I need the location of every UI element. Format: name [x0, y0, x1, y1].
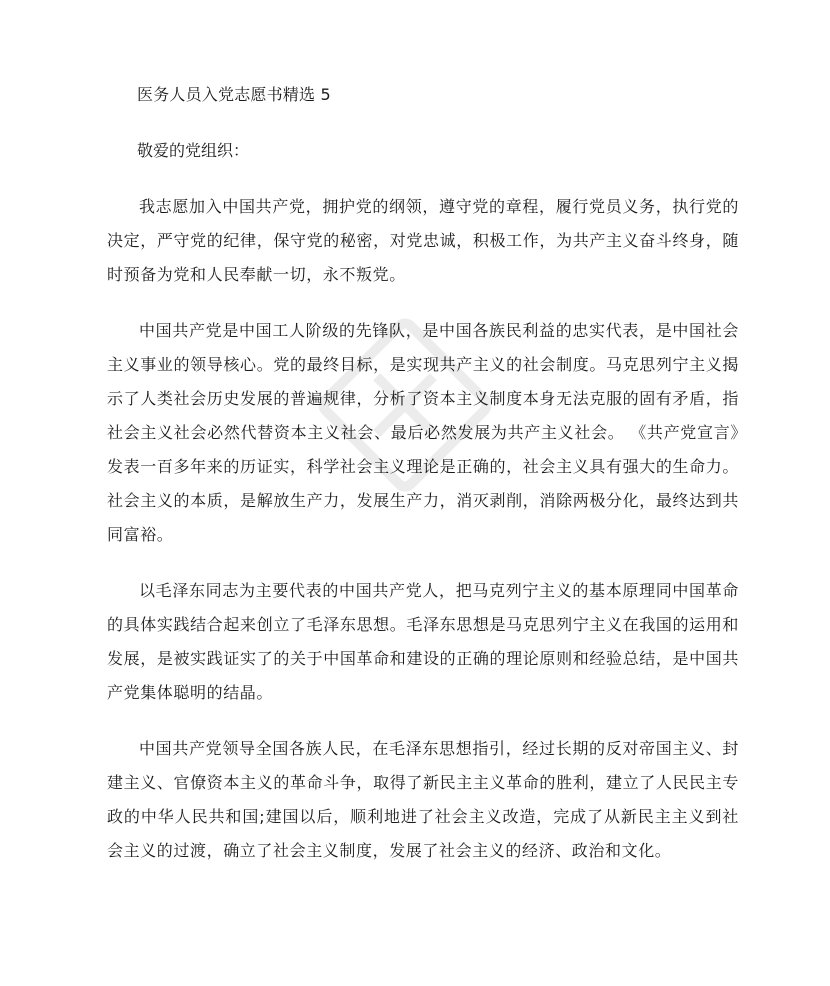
document-title: 医务人员入党志愿书精选 5	[137, 85, 331, 104]
paragraph-revolution-history: 中国共产党领导全国各族人民，在毛泽东思想指引，经过长期的反对帝国主义、封建主义、官僚资本主义的革命斗争，取得了新民主主义革命的胜利，建立了人民民主专政的中华人民共和国;建国以后，顺利地进了社会主义改造，完成了从新民主主义到社会主义的过渡，确立了社会主义制度，发展了社会主义的经济、政治和文化。	[107, 739, 739, 860]
document-page	[107, 78, 739, 890]
paragraph-party-nature: 中国共产党是中国工人阶级的先锋队，是中国各族民利益的忠实代表，是中国社会主义事业的领导核心。党的最终目标，是实现共产主义的社会制度。马克思列宁主义揭示了人类社会历史发展的普遍规律，分析了资本主义制度本身无法克服的固有矛盾，指社会主义社会必然代替资本主义社会、最后必然发展为共产主义社会。 《共产党宣言》发表一百多年来的历证实，科学社会主义理论是正确的，社会主义具有强大的生命力。社会主义的本质，是解放生产力，发展生产力，消灭剥削，消除两极分化，最终达到共同富裕。	[107, 321, 739, 544]
salutation: 敬爱的党组织：	[137, 141, 250, 160]
paragraph-mao-thought: 以毛泽东同志为主要代表的中国共产党人，把马克列宁主义的基本原理同中国革命的具体实践结合起来创立了毛泽东思想。毛泽东思想是马克思列宁主义在我国的运用和发展，是被实践证实了的关于中国革命和建设的正确的理论原则和经验总结，是中国共产党集体聪明的结晶。	[107, 581, 739, 702]
paragraph-pledge: 我志愿加入中国共产党，拥护党的纲领，遵守党的章程，履行党员义务，执行党的决定，严守党的纪律，保守党的秘密，对党忠诚，积极工作，为共产主义奋斗终身，随时预备为党和人民奉献一切，永不叛党。	[107, 197, 739, 284]
